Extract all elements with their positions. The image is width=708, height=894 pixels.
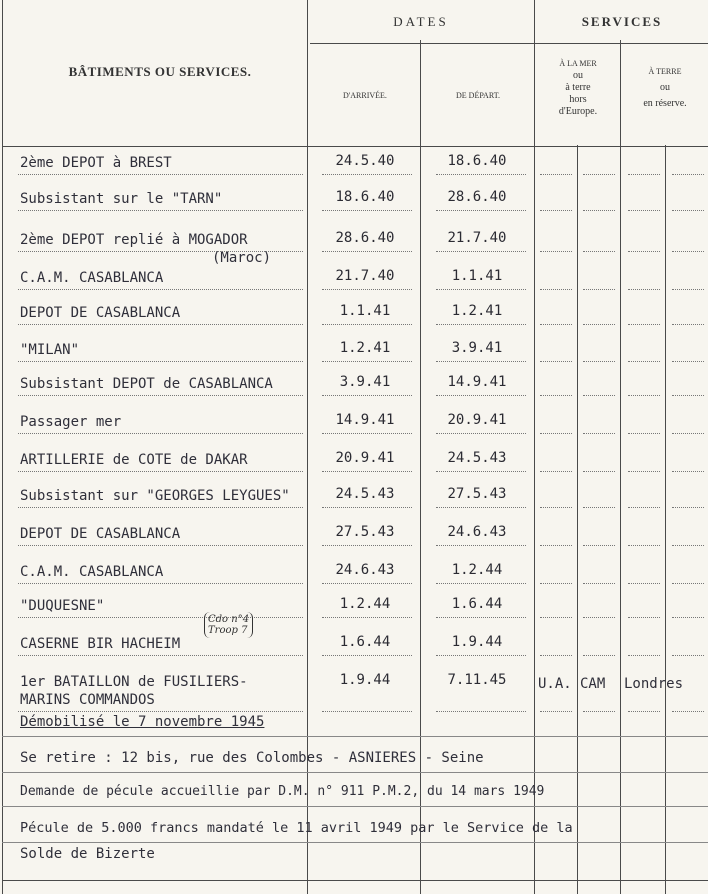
row-dotted-rule bbox=[18, 324, 303, 325]
service-entry-londres: Londres bbox=[624, 676, 684, 692]
row-dotted-rule bbox=[436, 545, 526, 546]
header-terre-line2: ou bbox=[660, 82, 670, 93]
row-date-depart: 1.9.44 bbox=[451, 634, 503, 650]
row-date-depart: 27.5.43 bbox=[447, 486, 507, 502]
note-pecule-demande: Demande de pécule accueillie par D.M. n° 911 P.M.2, du 14 mars 1949 bbox=[20, 784, 545, 799]
row-date-arrivee: 21.7.40 bbox=[335, 268, 395, 284]
row-dotted-rule bbox=[672, 471, 704, 472]
row-dotted-rule bbox=[583, 433, 615, 434]
service-entry-ua: U.A. bbox=[538, 676, 572, 692]
row-dotted-rule bbox=[583, 395, 615, 396]
row-date-depart: 20.9.41 bbox=[447, 412, 507, 428]
row-dotted-rule bbox=[583, 471, 615, 472]
row-date-depart: 14.9.41 bbox=[447, 374, 507, 390]
row-dotted-rule bbox=[322, 711, 412, 712]
header-mer-line3: à terre bbox=[565, 82, 591, 93]
row-dotted-rule bbox=[628, 361, 660, 362]
row-date-arrivee: 24.5.40 bbox=[335, 153, 395, 169]
row-dotted-rule bbox=[628, 545, 660, 546]
handwritten-note-line2: Troop 7 bbox=[208, 625, 248, 636]
header-batiments-label: BÂTIMENTS OU SERVICES. bbox=[68, 64, 252, 79]
row-service: 1er BATAILLON de FUSILIERS- bbox=[20, 674, 248, 690]
header-mer-line4: hors bbox=[569, 94, 587, 105]
row-dotted-rule bbox=[540, 324, 572, 325]
row-dotted-rule bbox=[18, 289, 303, 290]
row-dotted-rule bbox=[540, 395, 572, 396]
row-dotted-rule bbox=[322, 361, 412, 362]
row-dotted-rule bbox=[540, 251, 572, 252]
row-dotted-rule bbox=[628, 174, 660, 175]
row-date-arrivee: 28.6.40 bbox=[335, 230, 395, 246]
row-dotted-rule bbox=[322, 617, 412, 618]
row-dotted-rule bbox=[628, 711, 660, 712]
row-dotted-rule bbox=[672, 210, 704, 211]
row-dotted-rule bbox=[540, 210, 572, 211]
header-date-depart: DE DÉPART. bbox=[456, 91, 500, 100]
row-dotted-rule bbox=[18, 711, 303, 712]
row-dotted-rule bbox=[322, 545, 412, 546]
note-pecule-mandate-line2: Solde de Bizerte bbox=[20, 846, 155, 862]
row-dotted-rule bbox=[322, 583, 412, 584]
row-dotted-rule bbox=[672, 289, 704, 290]
row-dotted-rule bbox=[322, 655, 412, 656]
row-dotted-rule bbox=[672, 507, 704, 508]
row-dotted-rule bbox=[672, 251, 704, 252]
row-dotted-rule bbox=[18, 617, 303, 618]
row-dotted-rule bbox=[583, 583, 615, 584]
row-date-depart: 18.6.40 bbox=[447, 153, 507, 169]
row-dotted-rule bbox=[583, 711, 615, 712]
row-dotted-rule bbox=[583, 655, 615, 656]
row-dotted-rule bbox=[672, 433, 704, 434]
row-service: Subsistant sur "GEORGES LEYGUES" bbox=[20, 488, 290, 504]
column-divider-left-edge bbox=[2, 0, 3, 894]
header-date-arrivee: D'ARRIVÉE. bbox=[343, 91, 387, 100]
row-dotted-rule bbox=[18, 361, 303, 362]
header-terre-block bbox=[622, 66, 708, 110]
header-bottom-rule bbox=[2, 146, 708, 147]
handwritten-note-line1: Cdo n°4 bbox=[208, 614, 250, 625]
row-dotted-rule bbox=[672, 655, 704, 656]
row-dotted-rule bbox=[436, 174, 526, 175]
row-date-depart: 1.2.41 bbox=[451, 303, 503, 319]
row-dotted-rule bbox=[583, 289, 615, 290]
header-mer-line2: ou bbox=[573, 70, 583, 81]
row-date-arrivee: 1.6.44 bbox=[339, 634, 391, 650]
row-service: DEPOT DE CASABLANCA bbox=[20, 526, 181, 542]
row-dotted-rule bbox=[322, 174, 412, 175]
row-dotted-rule bbox=[540, 174, 572, 175]
note-demobilise: Démobilisé le 7 novembre 1945 bbox=[20, 714, 265, 730]
row-dotted-rule bbox=[322, 507, 412, 508]
row-service: 2ème DEPOT à BREST bbox=[20, 155, 172, 171]
row-date-arrivee: 24.6.43 bbox=[335, 562, 395, 578]
row-dotted-rule bbox=[628, 210, 660, 211]
row-service: CASERNE BIR HACHEIM bbox=[20, 636, 181, 652]
row-date-depart: 24.6.43 bbox=[447, 524, 507, 540]
row-date-arrivee: 20.9.41 bbox=[335, 450, 395, 466]
row-dotted-rule bbox=[540, 361, 572, 362]
row-date-depart: 28.6.40 bbox=[447, 189, 507, 205]
row-dotted-rule bbox=[540, 545, 572, 546]
row-dotted-rule bbox=[540, 433, 572, 434]
note-rule-4 bbox=[2, 842, 708, 843]
row-dotted-rule bbox=[322, 289, 412, 290]
handwritten-commando-note bbox=[204, 612, 253, 638]
note-se-retire: Se retire : 12 bis, rue des Colombes - ASNIERES - Seine bbox=[20, 750, 484, 766]
note-pecule-mandate-line1: Pécule de 5.000 francs mandaté le 11 avril 1949 par le Service de la bbox=[20, 820, 573, 836]
column-divider-terre-sub bbox=[665, 145, 666, 894]
row-dotted-rule bbox=[18, 395, 303, 396]
row-service: ARTILLERIE de COTE de DAKAR bbox=[20, 452, 248, 468]
row-dotted-rule bbox=[628, 251, 660, 252]
row-dotted-rule bbox=[628, 289, 660, 290]
row-dotted-rule bbox=[322, 324, 412, 325]
row-dotted-rule bbox=[322, 395, 412, 396]
row-dotted-rule bbox=[672, 174, 704, 175]
row-service: DEPOT DE CASABLANCA bbox=[20, 305, 181, 321]
note-rule-3 bbox=[2, 806, 708, 807]
note-rule-1 bbox=[2, 736, 708, 737]
row-dotted-rule bbox=[18, 174, 303, 175]
row-dotted-rule bbox=[18, 251, 303, 252]
column-divider-mer-sub bbox=[577, 145, 578, 894]
row-dotted-rule bbox=[436, 617, 526, 618]
row-dotted-rule bbox=[18, 655, 303, 656]
row-date-arrivee: 27.5.43 bbox=[335, 524, 395, 540]
row-service: "DUQUESNE" bbox=[20, 598, 105, 614]
row-dotted-rule bbox=[672, 583, 704, 584]
row-dotted-rule bbox=[18, 433, 303, 434]
header-mer-block bbox=[536, 58, 620, 118]
row-date-depart: 1.6.44 bbox=[451, 596, 503, 612]
row-dotted-rule bbox=[672, 395, 704, 396]
row-dotted-rule bbox=[672, 324, 704, 325]
row-service: 2ème DEPOT replié à MOGADOR bbox=[20, 232, 248, 248]
row-dotted-rule bbox=[583, 507, 615, 508]
row-dotted-rule bbox=[628, 433, 660, 434]
row-dotted-rule bbox=[628, 507, 660, 508]
row-date-depart: 24.5.43 bbox=[447, 450, 507, 466]
header-dates-rule bbox=[310, 43, 708, 44]
row-dotted-rule bbox=[322, 210, 412, 211]
row-dotted-rule bbox=[583, 210, 615, 211]
row-service-continued: MARINS COMMANDOS bbox=[20, 692, 155, 708]
row-dotted-rule bbox=[436, 507, 526, 508]
row-service: C.A.M. CASABLANCA bbox=[20, 270, 164, 286]
row-service-continued: (Maroc) bbox=[212, 250, 272, 266]
row-dotted-rule bbox=[322, 471, 412, 472]
header-mer-line1: À LA MER bbox=[559, 59, 597, 68]
row-dotted-rule bbox=[436, 471, 526, 472]
row-service: "MILAN" bbox=[20, 342, 80, 358]
row-dotted-rule bbox=[540, 507, 572, 508]
row-dotted-rule bbox=[583, 545, 615, 546]
column-divider-services bbox=[534, 0, 535, 894]
row-date-arrivee: 18.6.40 bbox=[335, 189, 395, 205]
row-dotted-rule bbox=[436, 324, 526, 325]
row-dotted-rule bbox=[628, 617, 660, 618]
row-date-arrivee: 1.2.44 bbox=[339, 596, 391, 612]
footer-rule bbox=[2, 880, 708, 881]
row-dotted-rule bbox=[436, 583, 526, 584]
row-service: C.A.M. CASABLANCA bbox=[20, 564, 164, 580]
row-dotted-rule bbox=[322, 251, 412, 252]
row-dotted-rule bbox=[628, 395, 660, 396]
row-date-arrivee: 1.2.41 bbox=[339, 340, 391, 356]
row-service: Passager mer bbox=[20, 414, 122, 430]
row-dotted-rule bbox=[583, 174, 615, 175]
row-dotted-rule bbox=[436, 711, 526, 712]
header-services-label: SERVICES bbox=[581, 14, 663, 29]
row-date-depart: 1.1.41 bbox=[451, 268, 503, 284]
header-terre-line1: À TERRE bbox=[648, 67, 682, 76]
row-date-arrivee: 14.9.41 bbox=[335, 412, 395, 428]
row-date-depart: 3.9.41 bbox=[451, 340, 503, 356]
row-date-depart: 1.2.44 bbox=[451, 562, 503, 578]
row-dotted-rule bbox=[583, 324, 615, 325]
row-dotted-rule bbox=[322, 433, 412, 434]
row-dotted-rule bbox=[583, 361, 615, 362]
row-dotted-rule bbox=[18, 471, 303, 472]
row-service: Subsistant DEPOT de CASABLANCA bbox=[20, 376, 273, 392]
row-date-arrivee: 3.9.41 bbox=[339, 374, 391, 390]
row-date-arrivee: 1.9.44 bbox=[339, 672, 391, 688]
row-date-depart: 21.7.40 bbox=[447, 230, 507, 246]
row-dotted-rule bbox=[540, 289, 572, 290]
row-dotted-rule bbox=[672, 545, 704, 546]
row-dotted-rule bbox=[18, 507, 303, 508]
row-dotted-rule bbox=[540, 471, 572, 472]
row-date-depart: 7.11.45 bbox=[447, 672, 507, 688]
row-dotted-rule bbox=[436, 655, 526, 656]
row-dotted-rule bbox=[436, 361, 526, 362]
row-dotted-rule bbox=[18, 210, 303, 211]
row-dotted-rule bbox=[540, 617, 572, 618]
row-dotted-rule bbox=[628, 583, 660, 584]
row-service: Subsistant sur le "TARN" bbox=[20, 191, 223, 207]
row-dotted-rule bbox=[436, 251, 526, 252]
row-dotted-rule bbox=[540, 655, 572, 656]
service-entry-cam: CAM bbox=[580, 676, 606, 692]
column-divider-services-sub bbox=[620, 40, 621, 894]
header-mer-line5: d'Europe. bbox=[558, 106, 598, 117]
row-dotted-rule bbox=[436, 210, 526, 211]
row-dotted-rule bbox=[672, 617, 704, 618]
row-dotted-rule bbox=[583, 251, 615, 252]
row-dotted-rule bbox=[628, 471, 660, 472]
row-date-arrivee: 24.5.43 bbox=[335, 486, 395, 502]
row-dotted-rule bbox=[672, 711, 704, 712]
row-dotted-rule bbox=[628, 655, 660, 656]
row-dotted-rule bbox=[18, 583, 303, 584]
row-dotted-rule bbox=[436, 289, 526, 290]
note-rule-2 bbox=[2, 772, 708, 773]
row-dotted-rule bbox=[583, 617, 615, 618]
row-dotted-rule bbox=[436, 395, 526, 396]
header-dates-label: DATES bbox=[393, 14, 449, 29]
row-date-arrivee: 1.1.41 bbox=[339, 303, 391, 319]
row-dotted-rule bbox=[540, 711, 572, 712]
header-terre-line3: en réserve. bbox=[643, 98, 687, 109]
row-dotted-rule bbox=[436, 433, 526, 434]
row-dotted-rule bbox=[628, 324, 660, 325]
row-dotted-rule bbox=[672, 361, 704, 362]
row-dotted-rule bbox=[18, 545, 303, 546]
row-dotted-rule bbox=[540, 583, 572, 584]
